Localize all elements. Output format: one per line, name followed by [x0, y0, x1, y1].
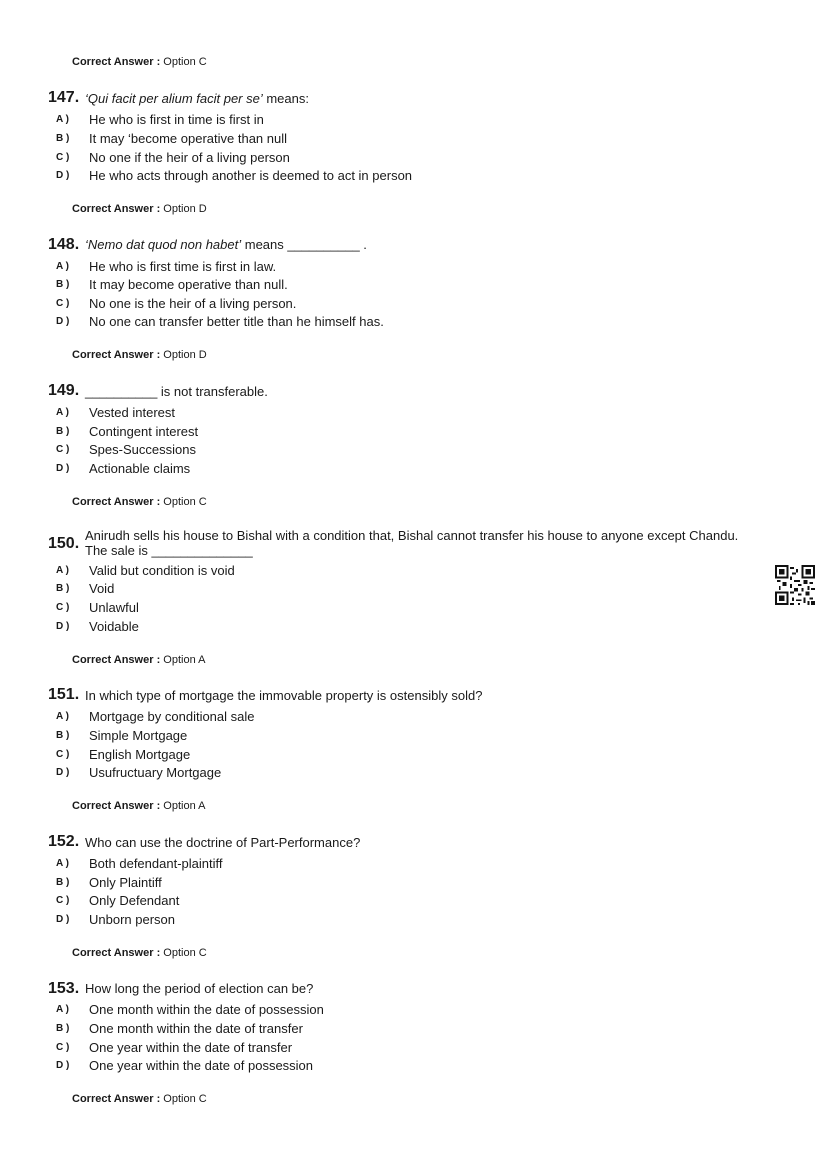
- question-text-line-1: Anirudh sells his house to Bishal with a condition that, Bishal cannot transfer his house to anyone except Chandu.: [85, 528, 739, 543]
- option-label: B ): [56, 133, 70, 144]
- option-label: C ): [56, 152, 70, 163]
- option-label: D ): [56, 767, 70, 778]
- question-number: 151.: [48, 686, 80, 703]
- question-text: __________ is not transferable.: [85, 384, 268, 399]
- option-text: Void: [89, 581, 115, 596]
- option-text: Only Plaintiff: [89, 875, 162, 890]
- option-text: One month within the date of transfer: [89, 1021, 303, 1036]
- answer-value: Option D: [163, 349, 207, 361]
- option-text: No one if the heir of a living person: [89, 150, 290, 165]
- option-text: Simple Mortgage: [89, 728, 188, 743]
- correct-answer: [72, 800, 206, 812]
- correct-answer: [72, 203, 207, 215]
- option-label: A ): [56, 1004, 69, 1015]
- option-text: No one can transfer better title than he himself has.: [89, 314, 384, 329]
- option-text: Mortgage by conditional sale: [89, 709, 255, 724]
- question-text-italic: ‘Nemo dat quod non habet’: [85, 237, 242, 252]
- answer-value: Option A: [163, 800, 206, 812]
- option-text: He who is first time is first in law.: [89, 259, 277, 274]
- option-label: C ): [56, 1042, 70, 1053]
- question-text: In which type of mortgage the immovable property is ostensibly sold?: [85, 688, 483, 703]
- answer-value: Option C: [163, 56, 207, 68]
- option-label: D ): [56, 463, 70, 474]
- option-label: B ): [56, 1023, 70, 1034]
- option-label: B ): [56, 583, 70, 594]
- answer-value: Option C: [163, 947, 207, 959]
- option-label: A ): [56, 261, 69, 272]
- correct-answer: [72, 349, 207, 361]
- answer-label: Correct Answer :: [72, 947, 161, 959]
- option-text: Only Defendant: [89, 893, 180, 908]
- option-label: B ): [56, 877, 70, 888]
- option-text: Contingent interest: [89, 424, 199, 439]
- question-number: 152.: [48, 833, 80, 850]
- question-text: Who can use the doctrine of Part-Performance?: [85, 835, 361, 850]
- answer-label: Correct Answer :: [72, 654, 161, 666]
- option-label: D ): [56, 170, 70, 181]
- correct-answer: [72, 496, 207, 508]
- option-text: Usufructuary Mortgage: [89, 765, 222, 780]
- question-number: 150.: [48, 535, 80, 552]
- answer-label: Correct Answer :: [72, 56, 161, 68]
- answer-label: Correct Answer :: [72, 1093, 161, 1105]
- answer-label: Correct Answer :: [72, 203, 161, 215]
- option-text: Voidable: [89, 619, 139, 634]
- question-text-italic: ‘Qui facit per alium facit per se’: [85, 91, 263, 106]
- option-label: D ): [56, 316, 70, 327]
- question-text-rest: means __________ .: [241, 237, 367, 252]
- option-text: Valid but condition is void: [89, 563, 235, 578]
- option-text: Unborn person: [89, 912, 175, 927]
- correct-answer: [72, 654, 206, 666]
- option-label: D ): [56, 621, 70, 632]
- correct-answer: [72, 947, 207, 959]
- answer-label: Correct Answer :: [72, 800, 161, 812]
- option-text: Actionable claims: [89, 461, 191, 476]
- question-text: [85, 92, 785, 106]
- option-label: C ): [56, 895, 70, 906]
- option-label: A ): [56, 565, 69, 576]
- question-number: 153.: [48, 980, 80, 997]
- option-text: One year within the date of transfer: [89, 1040, 293, 1055]
- option-label: B ): [56, 730, 70, 741]
- option-text: It may ‘become operative than null: [89, 131, 287, 146]
- question-number: 148.: [48, 236, 80, 253]
- answer-value: Option C: [163, 1093, 207, 1105]
- question-text: How long the period of election can be?: [85, 981, 314, 996]
- option-text: Spes-Successions: [89, 442, 196, 457]
- option-label: A ): [56, 711, 69, 722]
- option-text: Unlawful: [89, 600, 139, 615]
- question-text: [85, 238, 785, 252]
- correct-answer: [72, 1093, 207, 1105]
- option-label: C ): [56, 444, 70, 455]
- correct-answer-146: [72, 56, 207, 68]
- question-text-line-2: The sale is ______________: [85, 543, 253, 558]
- question-number: 147.: [48, 89, 80, 106]
- qr-code-icon: [775, 565, 815, 605]
- answer-value: Option A: [163, 654, 206, 666]
- question-number: 149.: [48, 382, 80, 399]
- answer-value: Option C: [163, 496, 207, 508]
- option-label: A ): [56, 858, 69, 869]
- option-label: C ): [56, 749, 70, 760]
- option-label: D ): [56, 1060, 70, 1071]
- option-text: He who is first in time is first in: [89, 112, 264, 127]
- option-label: A ): [56, 407, 69, 418]
- option-text: He who acts through another is deemed to act in person: [89, 168, 413, 183]
- option-text: Both defendant-plaintiff: [89, 856, 223, 871]
- option-label: C ): [56, 602, 70, 613]
- option-text: It may become operative than null.: [89, 277, 288, 292]
- answer-value: Option D: [163, 203, 207, 215]
- answer-label: Correct Answer :: [72, 496, 161, 508]
- option-label: B ): [56, 279, 70, 290]
- option-label: B ): [56, 426, 70, 437]
- answer-label: Correct Answer :: [72, 349, 161, 361]
- option-label: C ): [56, 298, 70, 309]
- question-text-rest: means:: [262, 91, 309, 106]
- option-label: D ): [56, 914, 70, 925]
- option-text: One year within the date of possession: [89, 1058, 314, 1073]
- option-text: Vested interest: [89, 405, 175, 420]
- option-text: No one is the heir of a living person.: [89, 296, 297, 311]
- option-label: A ): [56, 114, 69, 125]
- option-text: One month within the date of possession: [89, 1002, 324, 1017]
- option-text: English Mortgage: [89, 747, 191, 762]
